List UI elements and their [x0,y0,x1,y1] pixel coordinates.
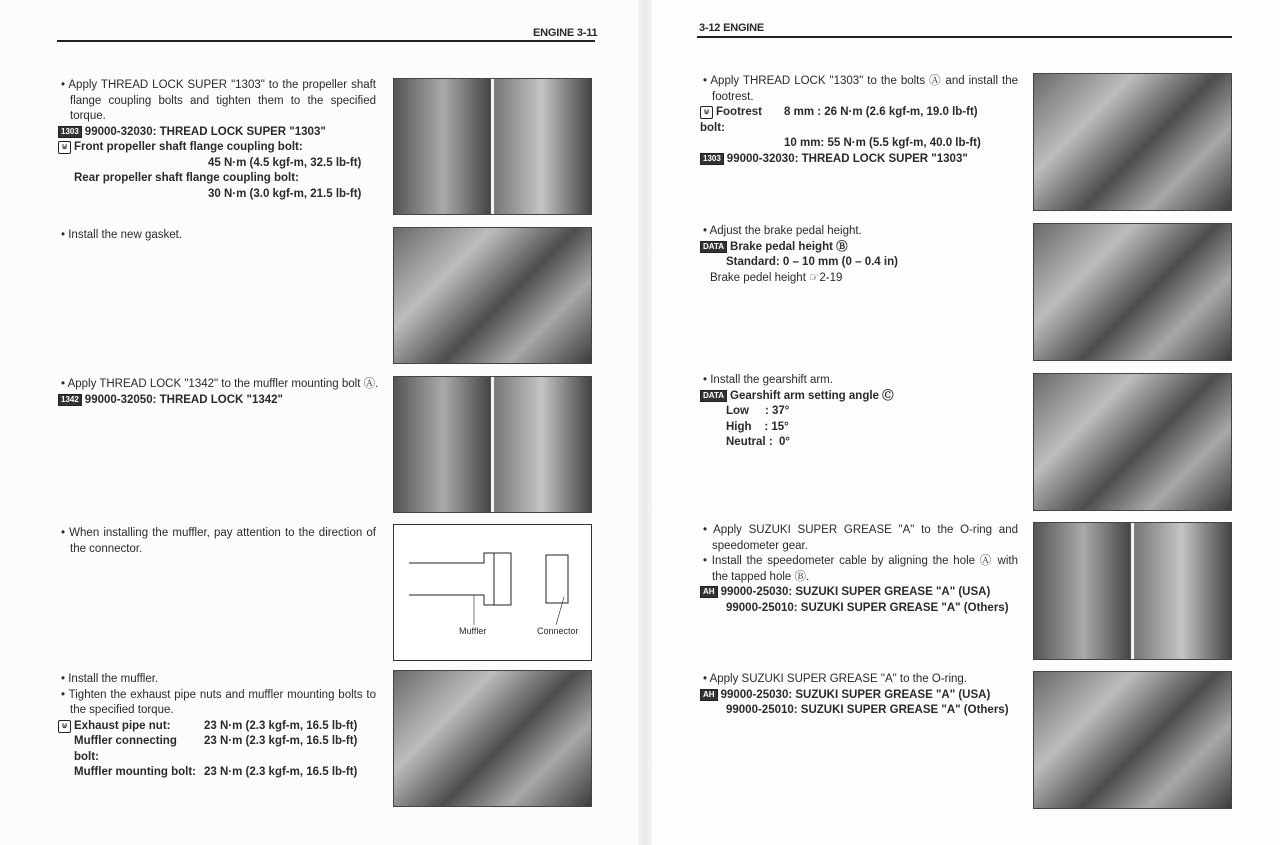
part-number: 99000-32030: THREAD LOCK SUPER "1303" [726,152,968,165]
muffler-connector-diagram [393,524,592,661]
spec-title: Gearshift arm setting angle Ⓒ [730,389,894,402]
part-number: 99000-25010: SUZUKI SUPER GREASE "A" (Others) [726,601,1009,614]
spec-label: Footrest bolt: [700,106,762,134]
thread-lock-icon: 1342 [58,394,82,406]
thread-lock-icon: 1303 [58,126,82,138]
instruction: • Tighten the exhaust pipe nuts and muffler mounting bolts to the specified torque. [58,688,376,719]
part-number: 99000-25030: SUZUKI SUPER GREASE "A" (USA) [720,586,991,598]
oring-photo [1033,671,1232,809]
spec-label: Muffler mounting bolt: [74,766,196,778]
part-number: 99000-25010: SUZUKI SUPER GREASE "A" (Others) [726,704,1009,716]
thread-lock-icon: 1303 [700,153,724,165]
spec-label: Front propeller shaft flange coupling bolt: [74,141,303,153]
instruction: • When installing the muffler, pay attention to the direction of the connector. [58,526,376,557]
spec-value: 30 N·m (3.0 kgf-m, 21.5 lb-ft) [208,187,362,200]
page-header: ENGINE 3-11 [533,27,598,39]
spec-neutral: Neutral : 0° [726,436,791,448]
torque-wrench-icon: ⊍ [58,720,71,733]
part-number: 99000-25030: SUZUKI SUPER GREASE "A" (USA) [720,688,991,701]
right-page [652,0,1280,845]
instruction: • Apply SUZUKI SUPER GREASE "A" to the O-ring and speedometer gear. [700,523,1018,554]
torque-wrench-icon: ⊍ [58,141,71,154]
spec-value: 23 N·m (2.3 kgf-m, 16.5 lb-ft) [204,735,358,747]
gasket-photo [393,227,592,364]
section-brake-pedal [700,224,1018,286]
instruction: • Adjust the brake pedal height. [700,224,1018,240]
data-icon: DATA [700,241,727,253]
section-gearshift [700,373,1018,451]
spec-high: High : 15° [726,420,789,433]
instruction: • Install the speedometer cable by aligning the hole Ⓐ with the tapped hole Ⓑ. [700,554,1018,585]
instruction: • Install the new gasket. [58,228,376,244]
section-speedometer [700,523,1018,616]
propeller-coupling-photo [393,78,592,215]
gearshift-photo [1033,373,1232,511]
spec-value: 45 N·m (4.5 kgf-m, 32.5 lb-ft) [208,156,362,169]
section-install-muffler [58,672,376,781]
page-reference: Brake pedel height ☞2-19 [710,271,843,284]
section-connector [58,526,376,557]
spec-value: 23 N·m (2.3 kgf-m, 16.5 lb-ft) [204,766,358,778]
grease-icon: AH [700,689,718,701]
brake-pedal-photo [1033,223,1232,361]
instruction: • Apply SUZUKI SUPER GREASE "A" to the O-ring. [700,672,1018,688]
muffler-bolt-photo [393,376,592,513]
spec-value: Standard: 0 – 10 mm (0 – 0.4 in) [726,256,898,268]
torque-wrench-icon: ⊍ [700,106,713,119]
instruction: • Apply THREAD LOCK "1342" to the muffler mounting bolt Ⓐ. [58,377,388,393]
part-number: 99000-32050: THREAD LOCK "1342" [84,393,283,406]
spec-title: Brake pedal height Ⓑ [730,240,848,253]
instruction: • Apply THREAD LOCK "1303" to the bolts Ⓐ and install the footrest. [700,74,1018,105]
header-rule [57,40,595,42]
spec-value: 23 N·m (2.3 kgf-m, 16.5 lb-ft) [204,719,358,732]
data-icon: DATA [700,390,727,402]
part-number: 99000-32030: THREAD LOCK SUPER "1303" [84,125,326,138]
instruction: • Install the gearshift arm. [700,373,1018,389]
footrest-photo [1033,73,1232,211]
spec-value: 8 mm : 26 N·m (2.6 kgf-m, 19.0 lb-ft) [784,106,978,118]
instruction: • Apply THREAD LOCK SUPER "1303" to the propeller shaft flange coupling bolts and tighten them to the specified torque. [58,78,376,125]
speedometer-photo [1033,522,1232,660]
grease-icon: AH [700,586,718,598]
spec-label: Exhaust pipe nut: [74,719,171,732]
connector-drawing [394,525,591,660]
page-header: 3-12 ENGINE [699,22,765,34]
spec-value: 10 mm: 55 N·m (5.5 kgf-m, 40.0 lb-ft) [784,137,981,149]
section-gasket [58,228,376,244]
muffler-label: Muffler [459,626,487,636]
instruction: • Install the muffler. [58,672,376,688]
connector-label: Connector [537,626,579,636]
page-gutter [638,0,652,845]
spec-low: Low : 37° [726,405,790,417]
muffler-install-photo [393,670,592,807]
section-oring [700,672,1018,719]
section-footrest [700,74,1018,167]
spec-label: Rear propeller shaft flange coupling bolt: [74,172,299,184]
header-rule [697,36,1232,38]
spec-label: Muffler connecting bolt: [74,735,177,763]
section-propeller-bolts [58,78,376,202]
section-muffler-bolt [58,377,388,408]
